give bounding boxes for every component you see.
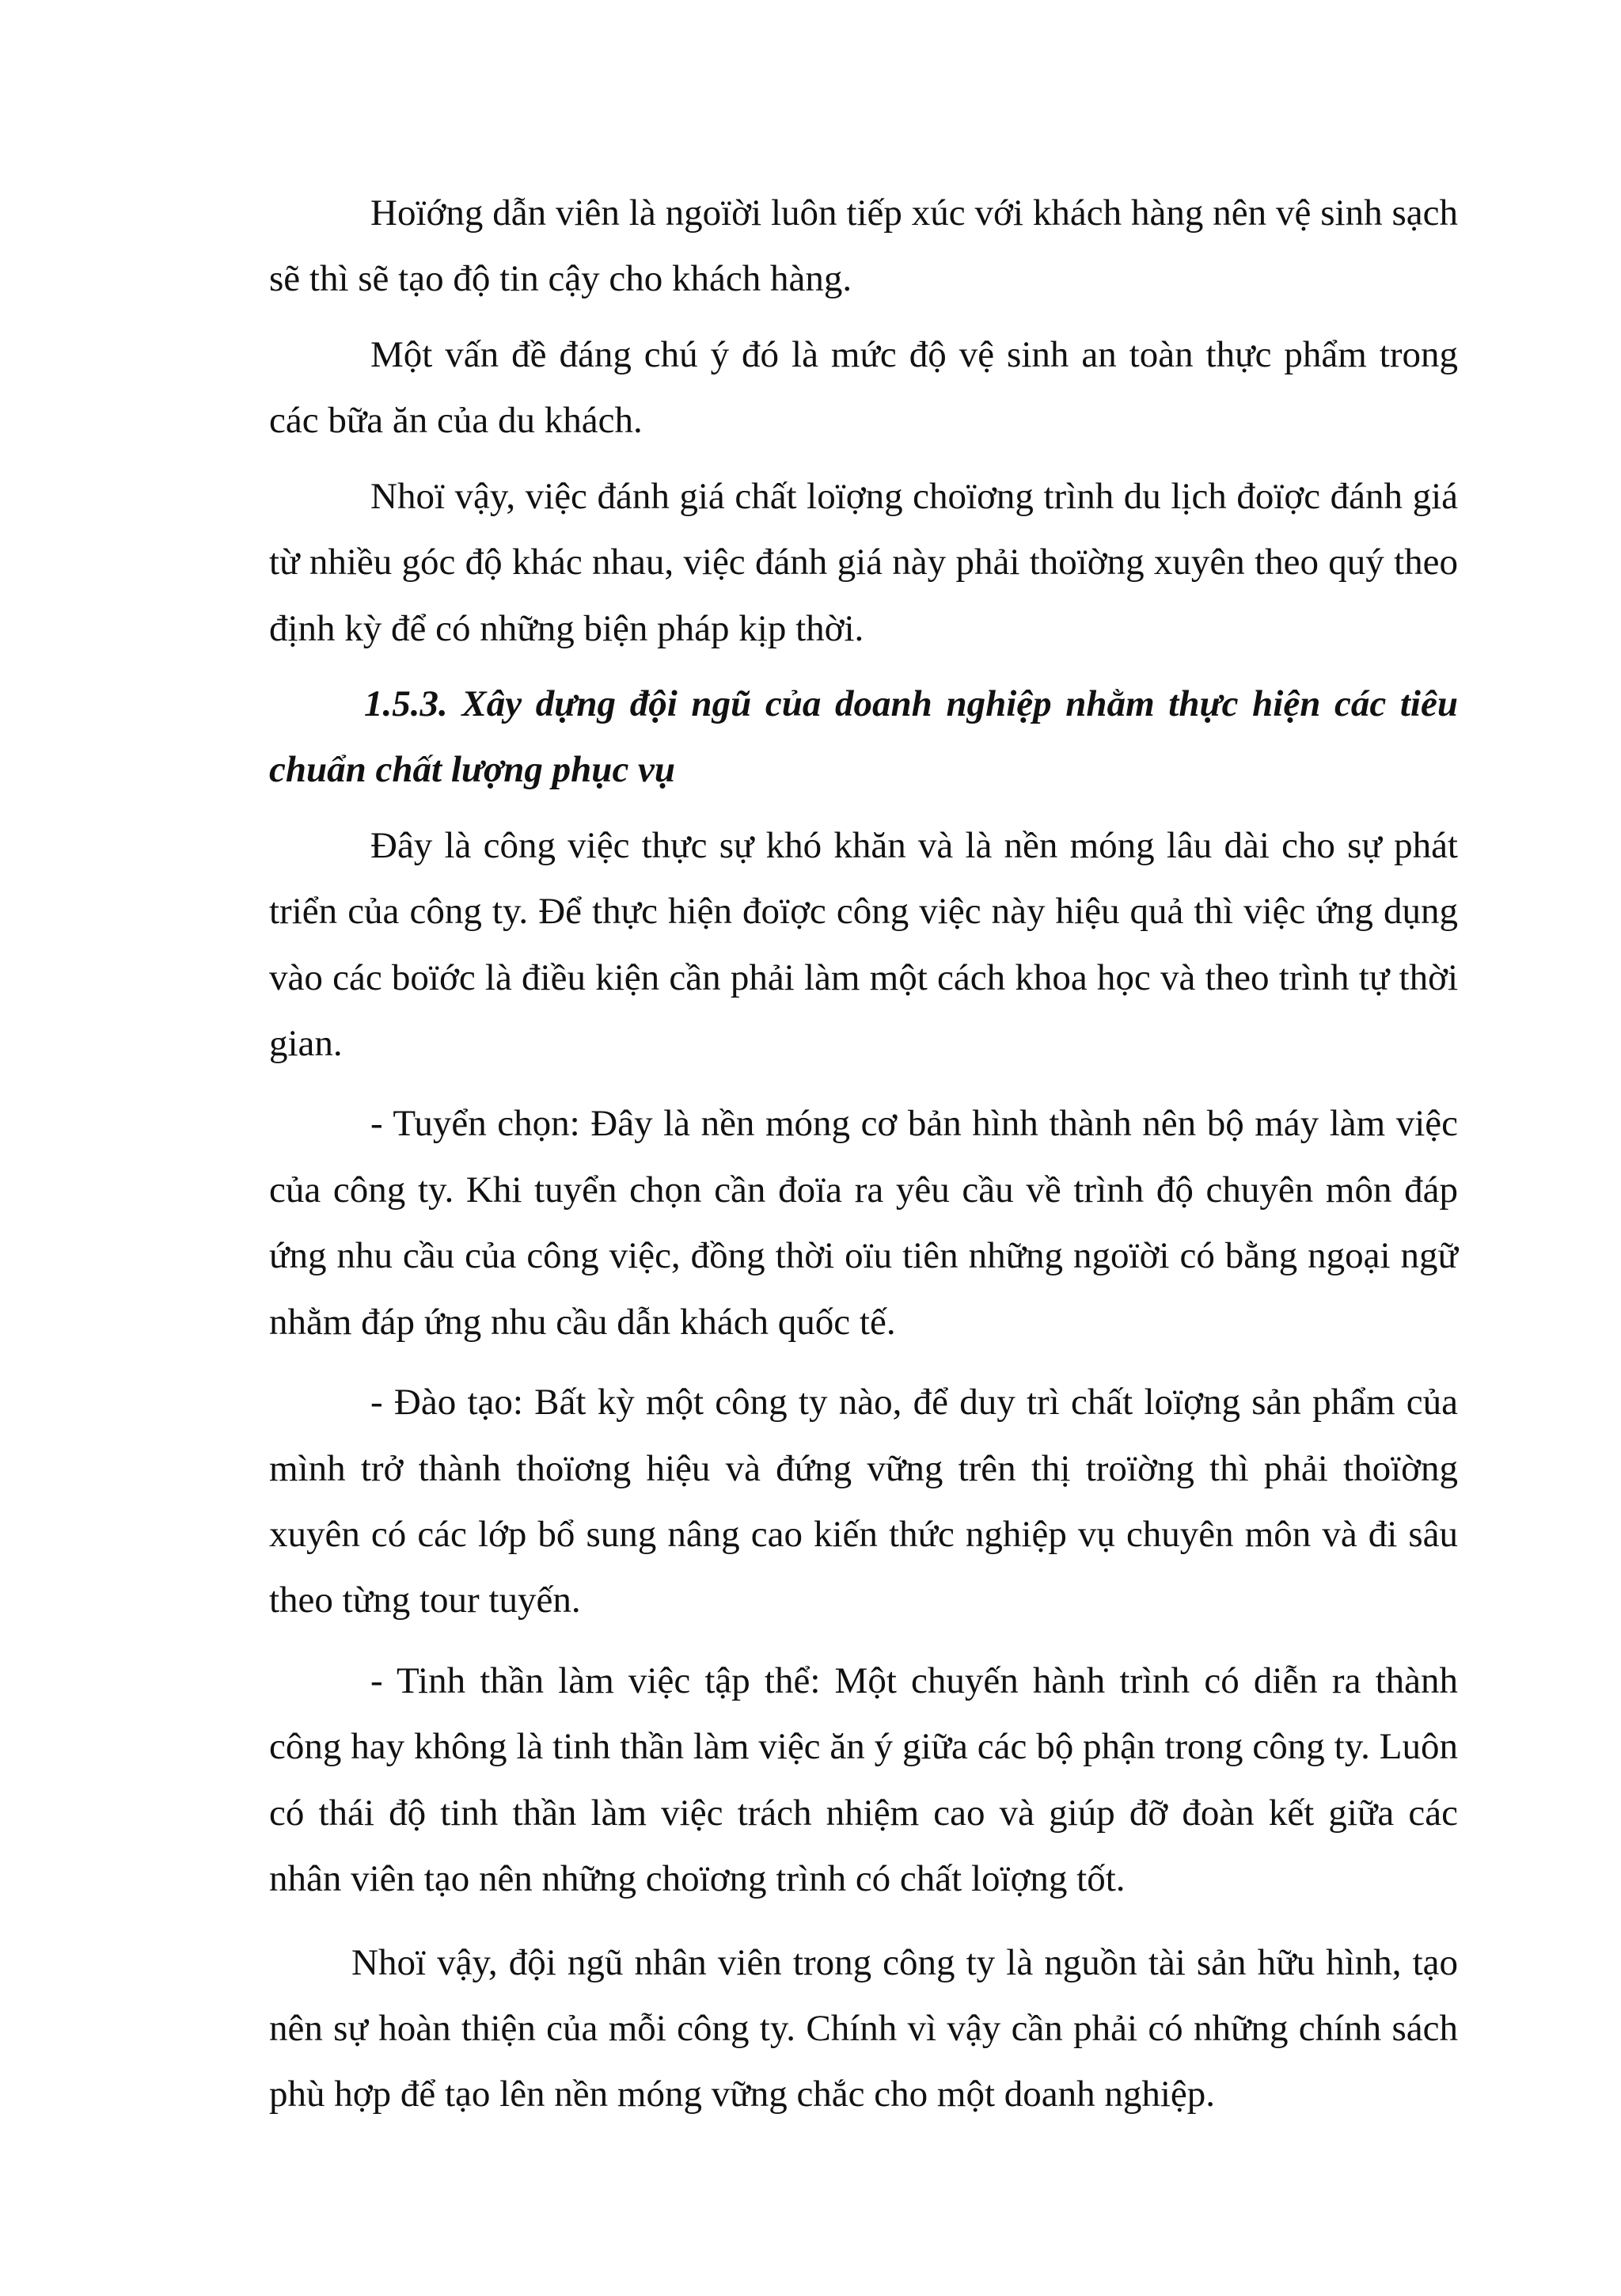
paragraph-conclusion: Nhoï vậy, đội ngũ nhân viên trong công ty là nguồn tài sản hữu hình, tạo nên sự hoàn thiện của mỗi công ty. Chính vì vậy cần phải có những chính sách phù hợp để tạo lên nền móng vững chắc cho một doanh nghiệp. bbox=[269, 1941, 1458, 2115]
paragraph-food-safety: Một vấn đề đáng chú ý đó là mức độ vệ sinh an toàn thực phẩm trong các bữa ăn của du khách. bbox=[269, 333, 1458, 442]
paragraph-training: - Đào tạo: Bất kỳ một công ty nào, để duy trì chất loïợng sản phẩm của mình trở thành thoïơng hiệu và đứng vững trên thị troïờng thì phải thoïờng xuyên có các lớp bổ sung nâng cao kiến thức nghiệp vụ chuyên môn và đi sâu theo từng tour tuyến. bbox=[269, 1382, 1458, 1621]
paragraph-guide-hygiene: Hoïớng dẫn viên là ngoïời luôn tiếp xúc với khách hàng nên vệ sinh sạch sẽ thì sẽ tạo độ tin cậy cho khách hàng. bbox=[269, 192, 1458, 300]
document-body bbox=[269, 181, 1458, 2128]
paragraph-quality-evaluation: Nhoï vậy, việc đánh giá chất loïợng choïơng trình du lịch đoïợc đánh giá từ nhiều góc độ khác nhau, việc đánh giá này phải thoïờng xuyên theo quý theo định kỳ để có những biện pháp kịp thời. bbox=[269, 475, 1458, 649]
paragraph-recruitment: - Tuyển chọn: Đây là nền móng cơ bản hình thành nên bộ máy làm việc của công ty. Khi tuyển chọn cần đoïa ra yêu cầu về trình độ chuyên môn đáp ứng nhu cầu của công việc, đồng thời oïu tiên những ngoïời có bằng ngoại ngữ nhằm đáp ứng nhu cầu dẫn khách quốc tế. bbox=[269, 1103, 1458, 1343]
paragraph-teamwork: - Tinh thần làm việc tập thể: Một chuyến hành trình có diễn ra thành công hay không là tinh thần làm việc ăn ý giữa các bộ phận trong công ty. Luôn có thái độ tinh thần làm việc trách nhiệm cao và giúp đỡ đoàn kết giữa các nhân viên tạo nên những choïơng trình có chất loïợng tốt. bbox=[269, 1659, 1458, 1900]
section-heading: 1.5.3. Xây dựng đội ngũ của doanh nghiệp nhằm thực hiện các tiêu chuẩn chất lượng phục vụ bbox=[269, 682, 1458, 791]
paragraph-team-building: Đây là công việc thực sự khó khăn và là nền móng lâu dài cho sự phát triển của công ty. Để thực hiện đoïợc công việc này hiệu quả thì việc ứng dụng vào các boïớc là điều kiện cần phải làm một cách khoa học và theo trình tự thời gian. bbox=[269, 824, 1458, 1065]
